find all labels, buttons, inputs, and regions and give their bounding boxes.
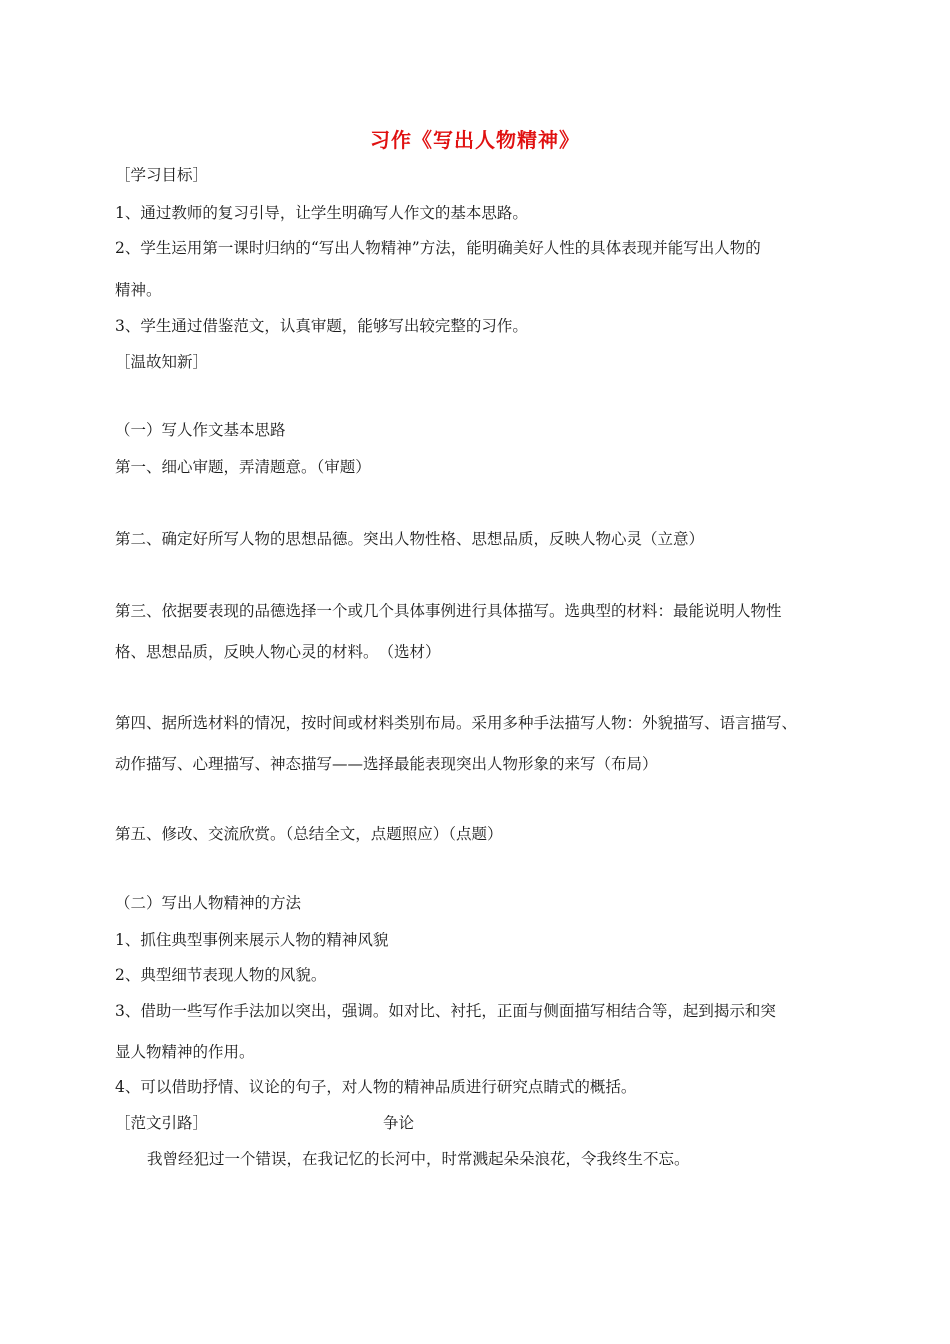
step-line: 第五、修改、交流欣赏。（总结全文，点题照应）（点题） xyxy=(115,825,503,843)
model-essay-paragraph: 我曾经犯过一个错误，在我记忆的长河中，时常溅起朵朵浪花，令我终生不忘。 xyxy=(147,1150,690,1168)
step-line: 格、思想品质，反映人物心灵的材料。 （选材） xyxy=(115,643,441,661)
method-line: 3、借助一些写作手法加以突出，强调。如对比、衬托，正面与侧面描写相结合等，起到揭示和突 xyxy=(115,1002,776,1020)
step-line: 第二、确定好所写人物的思想品德。突出人物性格、思想品质，反映人物心灵（立意） xyxy=(115,530,705,548)
step-line: 动作描写、心理描写、神态描写——选择最能表现突出人物形象的来写（布局） xyxy=(115,755,658,773)
method-line: 显人物精神的作用。 xyxy=(115,1043,255,1061)
method-line: 1、抓住典型事例来展示人物的精神风貌 xyxy=(115,931,389,949)
goal-line: 2、学生运用第一课时归纳的“写出人物精神”方法，能明确美好人性的具体表现并能写出人物的 xyxy=(115,239,761,257)
goal-line: 3、学生通过借鉴范文，认真审题，能够写出较完整的习作。 xyxy=(115,317,528,335)
method-line: 2、典型细节表现人物的风貌。 xyxy=(115,966,327,984)
part-heading: （一）写人作文基本思路 xyxy=(115,421,286,439)
section-heading-goals: ［学习目标］ xyxy=(115,166,209,184)
step-line: 第一、细心审题，弄清题意。（审题） xyxy=(115,458,371,476)
page-title: 习作《写出人物精神》 xyxy=(370,128,580,152)
method-line: 4、可以借助抒情、议论的句子，对人物的精神品质进行研究点睛式的概括。 xyxy=(115,1078,637,1096)
step-line: 第三、依据要表现的品德选择一个或几个具体事例进行具体描写。选典型的材料：最能说明人物性 xyxy=(115,602,782,620)
section-heading-review: ［温故知新］ xyxy=(115,353,209,371)
goal-line: 精神。 xyxy=(115,281,162,299)
section-heading-model: ［范文引路］ xyxy=(115,1114,209,1132)
goal-line: 1、通过教师的复习引导，让学生明确写人作文的基本思路。 xyxy=(115,204,528,222)
model-essay-title: 争论 xyxy=(383,1114,415,1132)
step-line: 第四、据所选材料的情况，按时间或材料类别布局。采用多种手法描写人物：外貌描写、语言描写、 xyxy=(115,714,798,732)
part-heading: （二）写出人物精神的方法 xyxy=(115,894,302,912)
